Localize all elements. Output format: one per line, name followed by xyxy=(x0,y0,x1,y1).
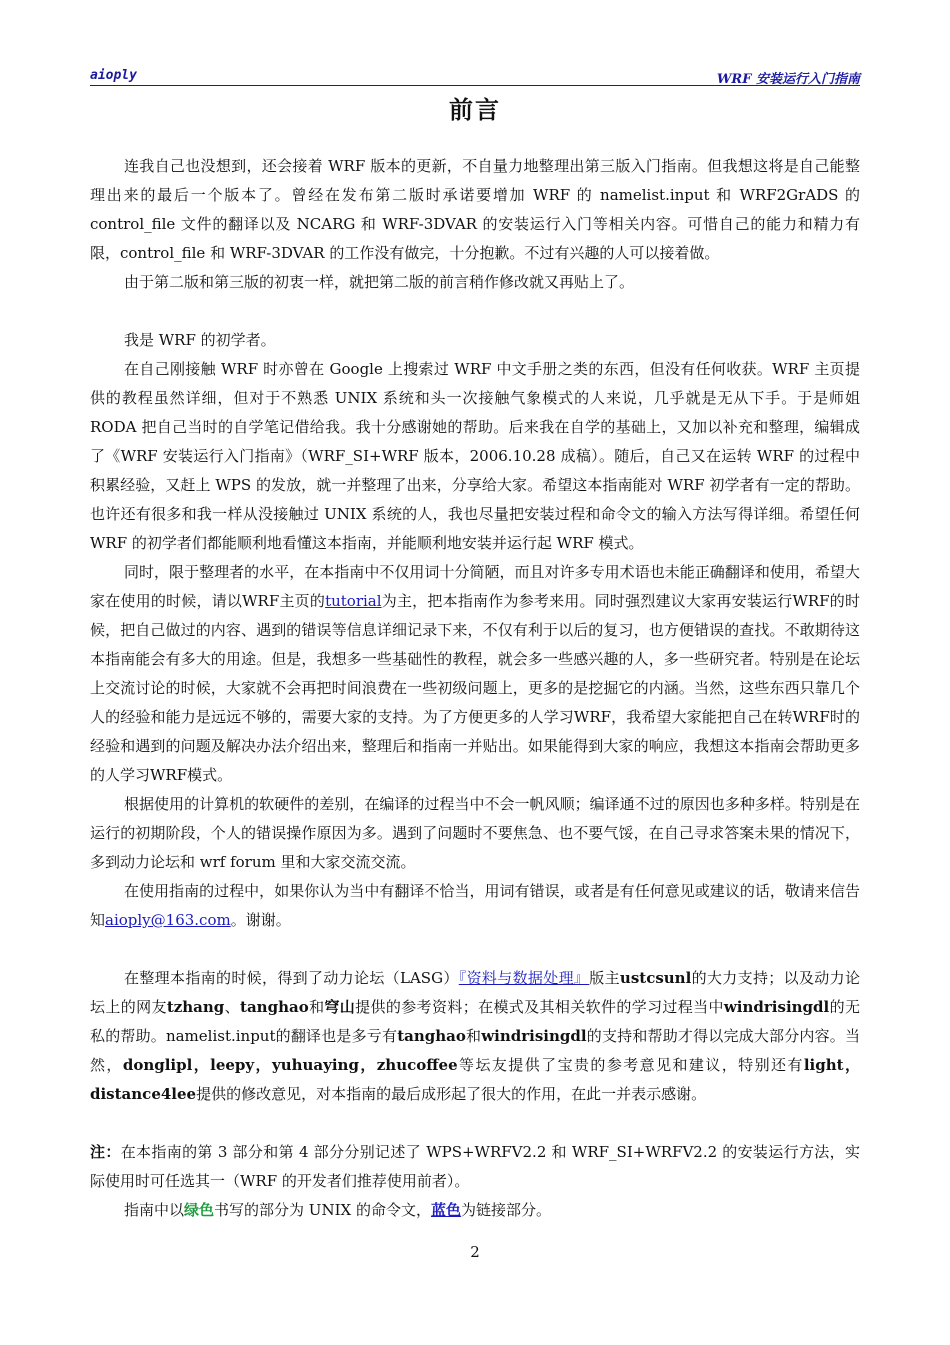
text-span: 的无私的帮助。namelist.input的翻译也是多亏有 xyxy=(90,998,860,1045)
spacer xyxy=(90,935,860,964)
paragraph-feedback xyxy=(90,877,860,935)
legend-blue: 蓝色 xyxy=(430,1201,461,1219)
username: tanghao xyxy=(240,998,309,1016)
page-header xyxy=(90,68,860,86)
text-span: 。谢谢。 xyxy=(230,911,291,929)
header-doc-title: WRF 安装运行入门指南 xyxy=(716,72,860,87)
page-title: 前言 xyxy=(449,95,501,124)
text-span: 指南中以 xyxy=(124,1201,185,1219)
paragraph-reprint: 由于第二版和第三版的初衷一样，就把第二版的前言稍作修改就又再贴上了。 xyxy=(124,273,635,291)
username: 穹山 xyxy=(324,998,356,1016)
text-span: 在整理本指南的时候，得到了动力论坛（LASG） xyxy=(124,969,459,987)
text-span: 、 xyxy=(224,998,241,1016)
username: tzhang xyxy=(166,998,225,1016)
text-span: 和 xyxy=(465,1027,482,1045)
page-number: 2 xyxy=(470,1243,480,1261)
paragraph-note xyxy=(90,1138,860,1196)
text-span: 为主，把本指南作为参考来用。同时强烈建议大家再安装运行WRF的时候，把自己做过的内容、遇到的错误等信息详细记录下来，不仅有利于以后的复习，也方便错误的查找。不敢期待这本指南能会有多大的用途。但是，我想多一些基础性的教程，就会多一些感兴趣的人，多一些研究者。特别是在论坛上交流讨论的时候，大家就不会再把时间浪费在一些初级问题上，更多的是挖掘它的内涵。当然，这些东西只靠几个人的经验和能力是远远不够的，需要大家的支持。为了方便更多的人学习WRF，我希望大家能把自己在转WRF时的经验和遇到的问题及解决办法介绍出来，整理后和指南一并贴出。如果能得到大家的响应，我想这本指南会帮助更多的人学习WRF模式。 xyxy=(90,592,860,784)
text-span: 在使用指南的过程中，如果你认为当中有翻译不恰当，用词有错误，或者是有任何意见或建议的话，敬请来信告知 xyxy=(90,882,860,929)
tutorial-link[interactable]: tutorial xyxy=(325,592,382,610)
preface-body xyxy=(90,152,860,1225)
text-span: 等坛友提供了宝贵的参考意见和建议，特别还有 xyxy=(457,1056,804,1074)
username: light，distance4lee xyxy=(90,1056,860,1103)
text-span: 提供的修改意见，对本指南的最后成形起了很大的作用，在此一并表示感谢。 xyxy=(196,1085,707,1103)
spacer xyxy=(90,1109,860,1138)
text-span: 提供的参考资料；在模式及其相关软件的学习过程当中 xyxy=(355,998,724,1016)
spacer xyxy=(90,297,860,326)
text-span: 同时，限于整理者的水平，在本指南中不仅用词十分简陋，而且对许多专用术语也未能正确翻译和使用，希望大家在使用的时候，请以WRF主页的 xyxy=(90,563,860,610)
username: windrisingdl xyxy=(723,998,830,1016)
username: tanghao xyxy=(397,1027,466,1045)
note-text: 在本指南的第 3 部分和第 4 部分分别记述了 WPS+WRFV2.2 和 WRF_SI+WRFV2.2 的安装运行方法，实际使用时可任选其一（WRF 的开发者们推荐使用前者）。 xyxy=(90,1143,860,1190)
legend-green: 绿色 xyxy=(184,1201,215,1219)
text-span: 书写的部分为 UNIX 的命令文， xyxy=(214,1201,431,1219)
text-span: 为链接部分。 xyxy=(460,1201,551,1219)
forum-board-link[interactable]: 『资料与数据处理』 xyxy=(458,969,590,987)
header-author: aioply xyxy=(90,68,137,83)
paragraph-beginner: 我是 WRF 的初学者。 xyxy=(124,331,276,349)
paragraph-thanks xyxy=(90,964,860,1109)
email-link[interactable]: aioply@163.com xyxy=(105,911,231,929)
paragraph-compile: 根据使用的计算机的软硬件的差别，在编译的过程当中不会一帆风顺；编译通不过的原因也多种多样。特别是在运行的初期阶段，个人的错误操作原因为多。遇到了问题时不要焦急、也不要气馁，在自己寻求答案未果的情况下，多到动力论坛和 wrf forum 里和大家交流交流。 xyxy=(90,795,860,871)
paragraph-legend xyxy=(90,1196,860,1225)
text-span: 版主 xyxy=(589,969,620,987)
paragraph-tutorial xyxy=(90,558,860,790)
paragraph-intro: 连我自己也没想到，还会接着 WRF 版本的更新，不自量力地整理出第三版入门指南。但我想这将是自己能整理出来的最后一个版本了。曾经在发布第二版时承诺要增加 WRF 的 namelist.input 和 WRF2GrADS 的 control_file 文件的翻译以及 NCARG 和 WRF-3DVAR 的安装运行入门等相关内容。可惜自己的能力和精力有限，control_file 和 WRF-3DVAR 的工作没有做完，十分抱歉。不过有兴趣的人可以接着做。 xyxy=(90,157,860,262)
note-label: 注： xyxy=(90,1143,121,1161)
username: windrisingdl xyxy=(481,1027,587,1045)
username: ustcsunl xyxy=(619,969,692,987)
username: donglipl，leepy，yuhuaying，zhucoffee xyxy=(122,1056,458,1074)
text-span: 的支持和帮助才得以完成大部分内容。当然， xyxy=(90,1027,860,1074)
paragraph-history: 在自己刚接触 WRF 时亦曾在 Google 上搜索过 WRF 中文手册之类的东西，但没有任何收获。WRF 主页提供的教程虽然详细，但对于不熟悉 UNIX 系统和头一次接触气象模式的人来说，几乎就是无从下手。于是师姐 RODA 把自己当时的自学笔记借给我。我十分感谢她的帮助。后来我在自学的基础上，又加以补充和整理，编辑成了《WRF 安装运行入门指南》（WRF_SI+WRF 版本，2006.10.28 成稿）。随后，自己又在运转 WRF 的过程中积累经验，又赶上 WPS 的发放，就一并整理了出来，分享给大家。希望这本指南能对 WRF 初学者有一定的帮助。也许还有很多和我一样从没接触过 UNIX 系统的人，我也尽量把安装过程和命令文的输入方法写得详细。希望任何 WRF 的初学者们都能顺利地看懂这本指南，并能顺利地安装并运行起 WRF 模式。 xyxy=(90,360,860,552)
text-span: 和 xyxy=(308,998,325,1016)
text-span: 的大力支持；以及动力论坛上的网友 xyxy=(90,969,860,1016)
